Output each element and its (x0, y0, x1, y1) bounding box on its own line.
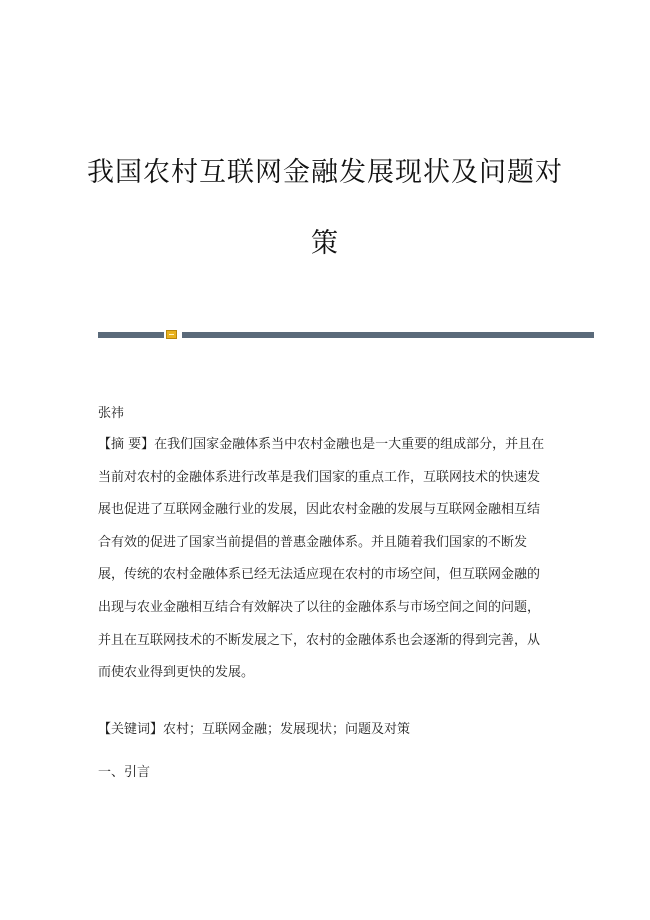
abstract-line: 展，传统的农村金融体系已经无法适应现在农村的市场空间，但互联网金融的 (98, 567, 541, 583)
abstract-line: 【摘 要】在我们国家金融体系当中农村金融也是一大重要的组成部分，并且在 (98, 437, 545, 452)
abstract (98, 436, 554, 697)
abstract-line: 展也促进了互联网金融行业的发展，因此农村金融的发展与互联网金融相互结 (98, 502, 541, 518)
title-line-1: 我国农村互联网金融发展现状及问题对 (87, 157, 563, 188)
divider-book-icon (166, 330, 177, 339)
title-divider-left (98, 332, 164, 338)
abstract-line: 而使农业得到更快的发展。 (98, 665, 255, 681)
title-line-2: 策 (311, 228, 339, 259)
author-name: 张祎 (98, 406, 125, 421)
abstract-line: 并且在互联网技术的不断发展之下，农村的金融体系也会逐渐的得到完善，从 (98, 632, 541, 648)
section-heading: 一、引言 (98, 765, 151, 780)
abstract-line: 出现与农业金融相互结合有效解决了以往的金融体系与市场空间之间的问题， (98, 599, 541, 615)
keywords: 【关键词】农村；互联网金融；发展现状；问题及对策 (98, 722, 411, 737)
abstract-line: 当前对农村的金融体系进行改革是我们国家的重点工作，互联网技术的快速发 (98, 469, 541, 485)
title-divider-right (182, 332, 594, 338)
abstract-line: 合有效的促进了国家当前提倡的普惠金融体系。并且随着我们国家的不断发 (98, 534, 528, 550)
